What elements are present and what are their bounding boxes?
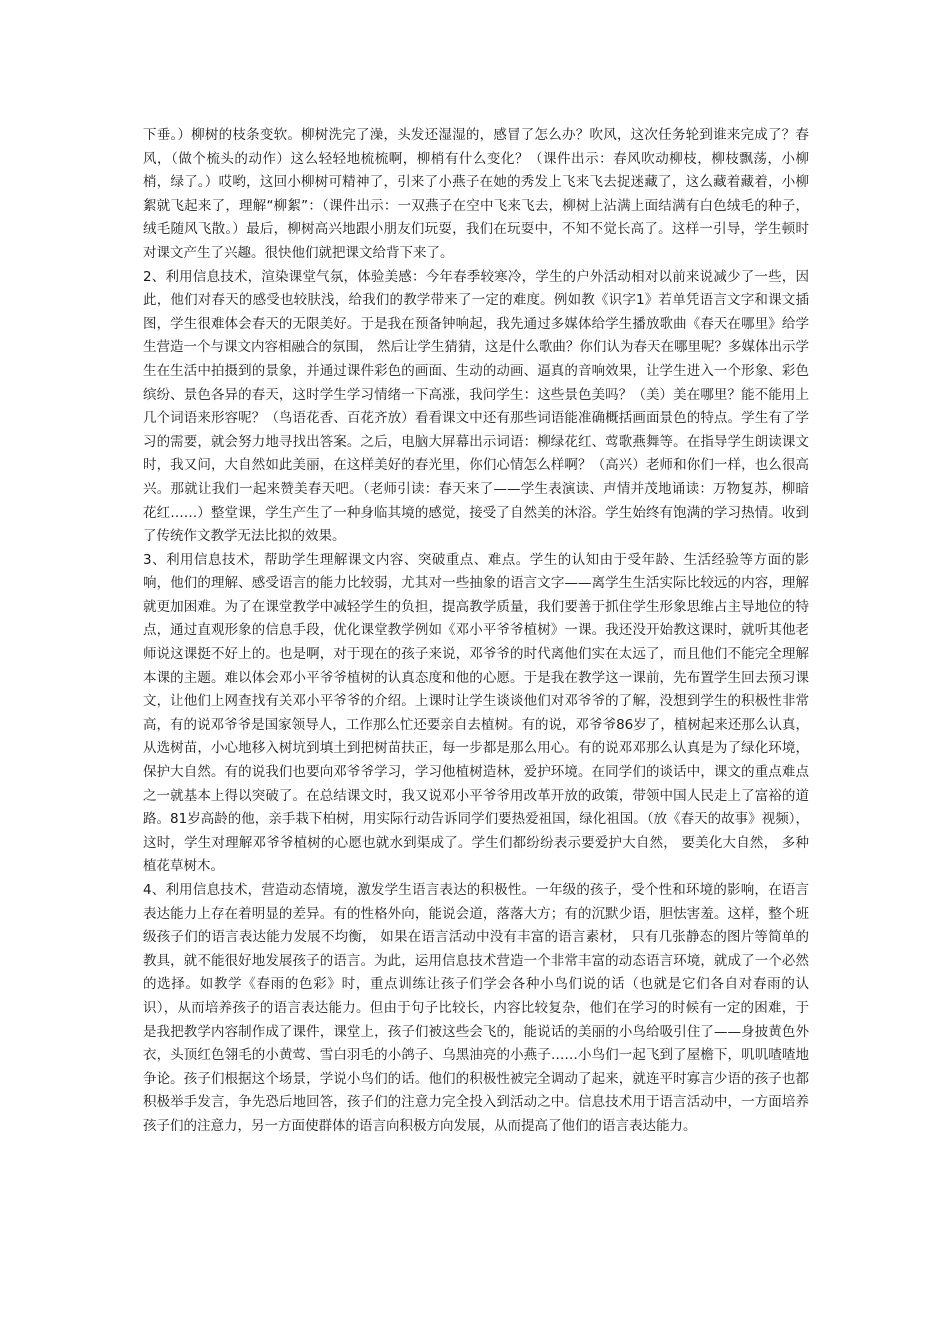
paragraph-willow: 下垂。）柳树的枝条变软。柳树洗完了澡，头发还湿湿的，感冒了怎么办？吹风，这次任务轮到谁来完成了？春风，（做个梳头的动作）这么轻轻地梳梳啊，柳梢有什么变化？（课件出示：春风吹动柳枝，柳枝飘荡，小柳梢，绿了。）哎哟，这回小柳树可精神了，引来了小燕子在她的秀发上飞来飞去捉迷藏了，这么藏着藏着，小柳絮就飞起来了，理解“柳絮”：（课件出示：一双燕子在空中飞来飞去，柳树上沾满上面结满有白色绒毛的种子，绒毛随风飞散。）最后，柳树高兴地跟小朋友们玩耍，我们在玩耍中，不知不觉长高了。这样一引导，学生顿时对课文产生了兴趣。很快他们就把课文给背下来了。 [143,127,809,261]
paragraph-understanding: 3、利用信息技术，帮助学生理解课文内容、突破重点、难点。学生的认知由于受年龄、生活经验等方面的影响，他们的理解、感受语言的能力比较弱，尤其对一些抽象的语言文字——离学生生活实际比较远的内容，理解就更加困难。为了在课堂教学中减轻学生的负担，提高教学质量，我们要善于抓住学生形象思维占主导地位的特点，通过直观形象的信息手段，优化课堂教学例如《邓小平爷爷植树》一课。我还没开始教这课时，就听其他老师说这课挺不好上的。也是啊，对于现在的孩子来说，邓爷爷的时代离他们实在太远了，而且他们不能完全理解本课的主题。难以体会邓小平爷爷植树的认真态度和他的心愿。于是我在教学这一课前，先布置学生回去预习课文，让他们上网查找有关邓小平爷爷的介绍。上课时让学生谈谈他们对邓爷爷的了解，没想到学生的积极性非常高，有的说邓爷爷是国家领导人，工作那么忙还要亲自去植树。有的说，邓爷爷86岁了，植树起来还那么认真，从选树苗，小心地移入树坑到填土到把树苗扶正，每一步都是那么用心。有的说邓邓那么认真是为了绿化环境，保护大自然。有的说我们也要向邓爷爷学习，学习他植树造林，爱护环境。在同学们的谈话中，课文的重点难点之一就基本上得以突破了。在总结课文时，我又说邓小平爷爷用改革开放的政策，带领中国人民走上了富裕的道路。81岁高龄的他，亲手栽下柏树，用实际行动告诉同学们要热爱祖国，绿化祖国。（放《春天的故事》视频），这时，学生对理解邓爷爷植树的心愿也就水到渠成了。学生们都纷纷表示要爱护大自然， 要美化大自然， 多种植花草树木。 [143,551,809,875]
paragraph-language-expression: 4、利用信息技术，营造动态情境，激发学生语言表达的积极性。一年级的孩子，受个性和环境的影响，在语言表达能力上存在着明显的差异。有的性格外向，能说会道，落落大方；有的沉默少语，胆怯害羞。这样，整个班级孩子们的语言表达能力发展不均衡， 如果在语言活动中没有丰富的语言素材， 只有几张静态的图片等简单的教具，就不能很好地发展孩子的语言。为此，运用信息技术营造一个非常丰富的动态语言环境，就成了一个必然的选择。如教学《春雨的色彩》时，重点训练让孩子们学会各种小鸟们说的话（也就是它们各自对春雨的认识），从而培养孩子的语言表达能力。但由于句子比较长，内容比较复杂，他们在学习的时候有一定的困难，于是我把教学内容制作成了课件，课堂上，孩子们被这些会飞的，能说话的美丽的小鸟给吸引住了——身披黄色外衣，头顶红色翎毛的小黄莺、雪白羽毛的小鸽子、乌黑油亮的小燕子……小鸟们一起飞到了屋檐下，叽叽喳喳地争论。孩子们根据这个场景，学说小鸟们的话。他们的积极性被完全调动了起来，就连平时寡言少语的孩子也都积极举手发言，争先恐后地回答，孩子们的注意力完全投入到活动之中。信息技术用于语言活动中，一方面培养孩子们的注意力，另一方面使群体的语言向积极方向发展，从而提高了他们的语言表达能力。 [143,882,809,1134]
document-body [143,124,809,1139]
paragraph-atmosphere: 2、利用信息技术，渲染课堂气氛，体验美感：今年春季较寒冷，学生的户外活动相对以前来说减少了一些，因此，他们对春天的感受也较肤浅，给我们的教学带来了一定的难度。例如教《识字1》若单凭语言文字和课文插图，学生很难体会春天的无限美好。于是我在预备钟响起，我先通过多媒体给学生播放歌曲《春天在哪里》给学生营造一个与课文内容相融合的氛围， 然后让学生猜猜，这是什么歌曲？你们认为春天在哪里呢？多媒体出示学生在生活中拍摄到的景象，并通过课件彩色的画面、生动的动画、逼真的音响效果，让学生进入一个形象、彩色缤纷、景色各异的春天，这时学生学习情绪一下高涨，我问学生：这些景色美吗？（美）美在哪里？能不能用上几个词语来形容呢？（鸟语花香、百花齐放）看看课文中还有那些词语能准确概括画面景色的特点。学生有了学习的需要，就会努力地寻找出答案。之后，电脑大屏幕出示词语：柳绿花红、莺歌燕舞等。在指导学生朗读课文时，我又问，大自然如此美丽，在这样美好的春光里，你们心情怎么样啊？（高兴）老师和你们一样，也么很高兴。那就让我们一起来赞美春天吧。（老师引读：春天来了——学生表演读、声情并茂地诵读：万物复苏，柳暗花红……）整堂课，学生产生了一种身临其境的感觉，接受了自然美的沐浴。学生始终有饱满的学习热情。收到了传统作文教学无法比拟的效果。 [143,268,809,545]
